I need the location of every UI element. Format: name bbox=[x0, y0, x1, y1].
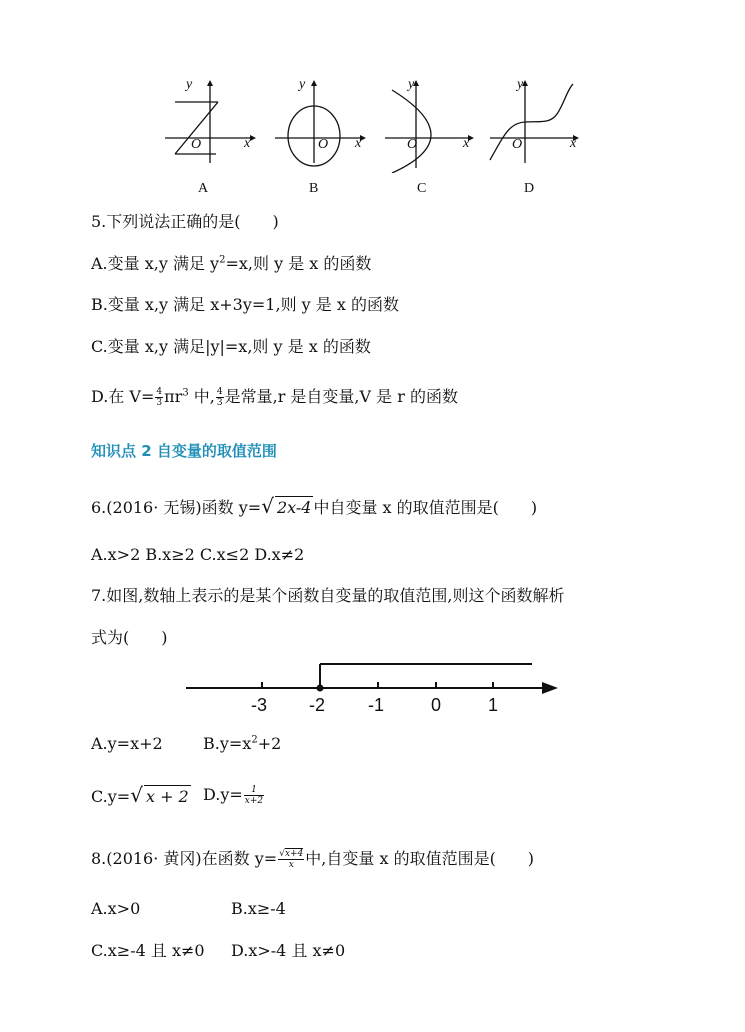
q7-option-c: C.y=√ x + 2 bbox=[91, 783, 189, 807]
section-heading-2: 知识点 2 自变量的取值范围 bbox=[91, 442, 277, 460]
tick-label-neg1: -1 bbox=[368, 695, 385, 715]
tick-label-0: 0 bbox=[431, 695, 442, 715]
graph-c-label: C bbox=[417, 181, 427, 196]
q7-option-a: A.y=x+2 bbox=[91, 734, 163, 753]
graph-d-x-label: x bbox=[570, 136, 577, 151]
q5-option-d: D.在 V= $\frac{4}{3}$ $\pi r^3$ 中, $\frac{4}{3}$ 是常量,r 是自变量,V 是 r 的函数 bbox=[91, 387, 458, 408]
q5-option-a: A.变量 x,y 满足 $y^2=x$,则 y 是 x 的函数 bbox=[91, 254, 372, 273]
q8-option-b: B.x≥-4 bbox=[231, 899, 286, 918]
graph-c-y-label: y bbox=[408, 77, 415, 92]
q5-stem: 5.下列说法正确的是( ) bbox=[91, 212, 279, 231]
q8-option-d: D.x>-4 且 x≠0 bbox=[231, 941, 346, 960]
graph-c bbox=[380, 78, 480, 173]
graph-b-origin: O bbox=[318, 137, 329, 152]
graph-a-x-label: x bbox=[244, 136, 251, 151]
q5-option-b: B.变量 x,y 满足 x+3y=1,则 y 是 x 的函数 bbox=[91, 295, 399, 314]
tick-label-neg3: -3 bbox=[251, 695, 268, 715]
q8-stem: 8.(2016· 黄冈)在函数 y= $\frac{√x+4}{x}$ 中,自变量 x 的取值范围是( ) bbox=[91, 849, 535, 870]
q5-option-c: C.变量 x,y 满足|y|=x,则 y 是 x 的函数 bbox=[91, 337, 371, 356]
q7-option-d: D.y= $\frac{1}{x+2}$ bbox=[203, 785, 264, 806]
graph-a-label: A bbox=[198, 181, 209, 196]
q8-option-a: A.x>0 bbox=[91, 899, 141, 918]
q7-stem-line1: 7.如图,数轴上表示的是某个函数自变量的取值范围,则这个函数解析 bbox=[91, 586, 565, 605]
graph-a-y-label: y bbox=[186, 77, 193, 92]
graph-c-origin: O bbox=[407, 137, 418, 152]
graph-b-x-label: x bbox=[355, 136, 362, 151]
graph-a bbox=[160, 78, 260, 168]
graph-d-label: D bbox=[524, 181, 535, 196]
graph-d-origin: O bbox=[512, 137, 523, 152]
q8-option-c: C.x≥-4 且 x≠0 bbox=[91, 941, 205, 960]
graph-b-label: B bbox=[309, 181, 319, 196]
tick-label-1: 1 bbox=[488, 695, 499, 715]
tick-label-neg2: -2 bbox=[309, 695, 326, 715]
graph-c-x-label: x bbox=[463, 136, 470, 151]
graph-d bbox=[485, 78, 585, 168]
graph-b bbox=[270, 78, 370, 168]
graph-b-y-label: y bbox=[299, 77, 306, 92]
q7-stem-line2: 式为( ) bbox=[91, 628, 168, 647]
graph-d-y-label: y bbox=[517, 77, 524, 92]
graph-a-origin: O bbox=[191, 137, 202, 152]
q6-options: A.x>2 B.x≥2 C.x≤2 D.x≠2 bbox=[91, 545, 305, 564]
q7-option-b: $B.y=x^2+2$ bbox=[203, 734, 282, 753]
q6-stem: 6.(2016· 无锡)函数 y=√ 2x-4 中自变量 x 的取值范围是( ) bbox=[91, 494, 538, 518]
